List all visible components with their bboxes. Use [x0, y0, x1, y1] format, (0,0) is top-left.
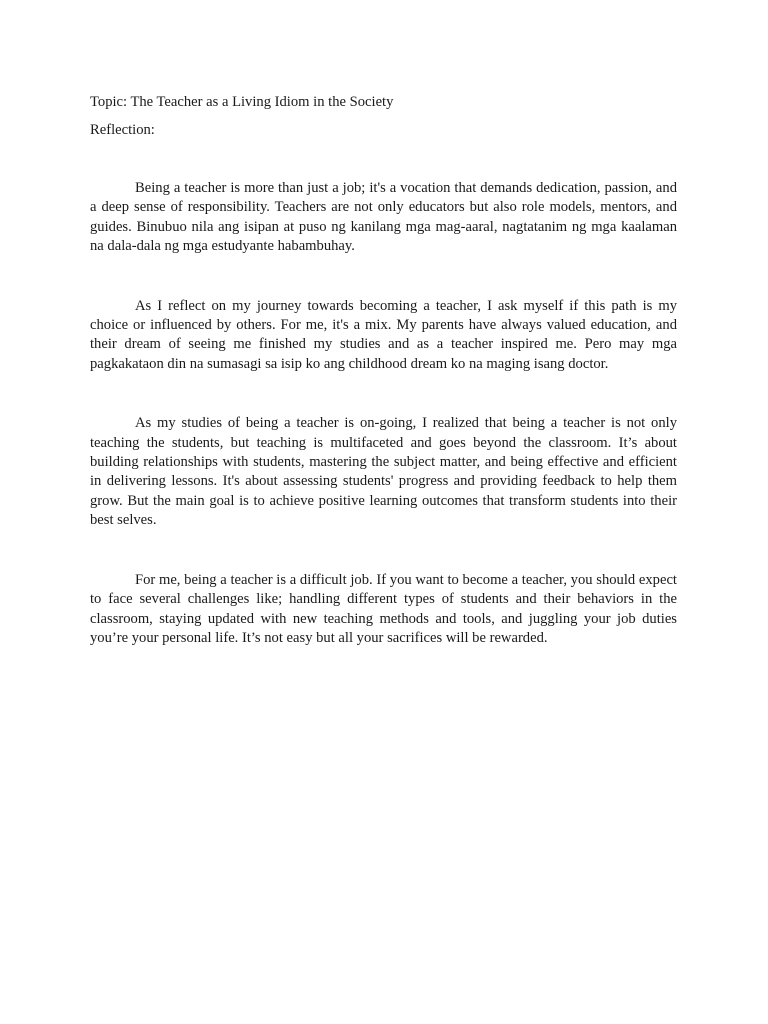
paragraph-1: Being a teacher is more than just a job; it's a vocation that demands dedication, passion, and a deep sense of responsibility. Teachers are not only educators but also role models, mentors, and guides. Binubuo nila ang isipan at puso ng kanilang mga mag-aaral, nagtatanim ng mga kaalaman na dala-dala ng mga estudyante habambuhay. — [90, 180, 677, 255]
paragraph-3: As my studies of being a teacher is on-going, I realized that being a teacher is not only teaching the students, but teaching is multifaceted and goes beyond the classroom. It’s about building relationships with students, mastering the subject matter, and being effective and efficient in delivering lessons. It's about assessing students' progress and providing feedback to help them grow. But the main goal is to achieve positive learning outcomes that transform students into their best selves. — [90, 415, 677, 529]
reflection-label: Reflection: — [90, 122, 155, 138]
paragraph-2: As I reflect on my journey towards becoming a teacher, I ask myself if this path is my choice or influenced by others. For me, it's a mix. My parents have always valued education, and their dream of seeing me finished my studies and as a teacher inspired me. Pero may mga pagkakataon din na sumasagi sa isip ko ang childhood dream ko na maging isang doctor. — [90, 297, 677, 372]
document-body — [90, 92, 677, 648]
topic-heading: Topic: The Teacher as a Living Idiom in the Society — [90, 94, 394, 110]
paragraph-4: For me, being a teacher is a difficult job. If you want to become a teacher, you should expect to face several challenges like; handling different types of students and their behaviors in the classroom, staying updated with new teaching methods and tools, and juggling your job duties you’re your personal life. It’s not easy but all your sacrifices will be rewarded. — [90, 571, 677, 646]
